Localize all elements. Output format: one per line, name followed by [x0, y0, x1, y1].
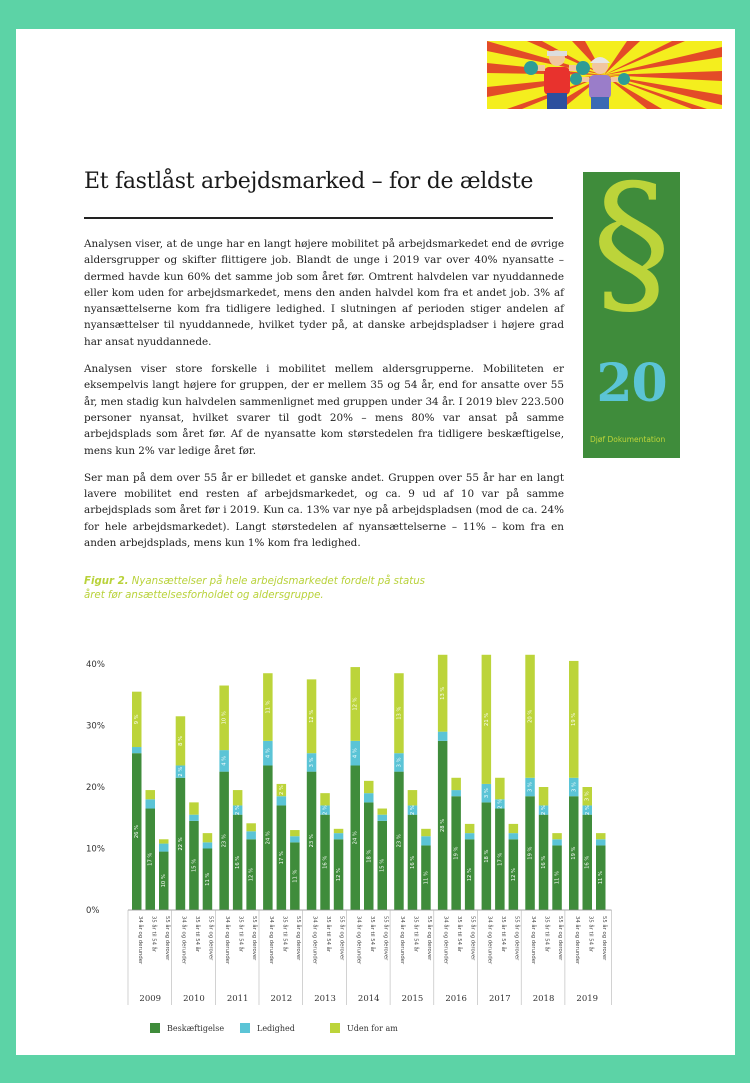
figure-caption-line-2: året før ansættelsesforholdet og aldersgruppe.	[84, 590, 324, 601]
x-category-label: 34 år og derunder	[573, 916, 580, 965]
year-label: 2015	[401, 994, 424, 1004]
bar-data-label: 12 %	[510, 868, 517, 882]
bar-uden-for-am	[552, 833, 562, 839]
bar-data-label: 16 %	[322, 855, 329, 869]
x-category-label: 35 år til 54 år	[412, 916, 419, 953]
paragraph-symbol: §	[592, 151, 671, 335]
legend-label: Uden for am	[347, 1024, 398, 1033]
bar-data-label: 19 %	[527, 846, 534, 860]
bar-data-label: 26 %	[134, 824, 141, 839]
bar-data-label: 11 %	[265, 700, 272, 714]
bar-data-label: 19 %	[571, 846, 578, 860]
article-title: Et fastlåst arbejdsmarked – for de ældste	[84, 169, 534, 194]
year-label: 2018	[532, 994, 555, 1004]
bar-data-label: 17 %	[497, 852, 504, 866]
bar-ledighed	[246, 831, 256, 839]
x-category-label: 34 år og derunder	[355, 916, 362, 965]
bar-uden-for-am	[378, 809, 388, 815]
bar-data-label: 24 %	[352, 831, 359, 845]
x-category-label: 55 år og derover	[600, 916, 607, 961]
bar-data-label: 22 %	[177, 837, 184, 851]
bar-data-label: 10 %	[161, 874, 168, 888]
bar-data-label: 17 %	[147, 852, 154, 866]
bar-data-label: 19 %	[453, 846, 460, 860]
year-label: 2012	[270, 994, 293, 1004]
bar-data-label: 2 %	[235, 805, 242, 816]
bar-data-label: 13 %	[440, 686, 447, 700]
x-category-label: 35 år til 54 år	[281, 916, 288, 953]
bar-data-label: 16 %	[409, 855, 416, 869]
article-body	[84, 236, 564, 562]
stacked-bar-chart	[76, 626, 607, 1046]
bar-uden-for-am	[334, 829, 344, 833]
x-category-label: 55 år og derover	[207, 916, 214, 961]
bar-uden-for-am	[159, 839, 169, 843]
legend-label: Beskæftigelse	[167, 1024, 225, 1033]
bar-ledighed	[290, 836, 300, 842]
legend-label: Ledighed	[257, 1024, 295, 1033]
bar-data-label: 3 %	[571, 782, 578, 792]
bar-ledighed	[451, 790, 461, 796]
bar-uden-for-am	[451, 778, 461, 790]
bar-data-label: 2 %	[322, 805, 329, 816]
bar-uden-for-am	[320, 793, 330, 805]
x-category-label: 35 år til 54 år	[456, 916, 463, 953]
bar-data-label: 3 %	[483, 788, 490, 799]
bar-data-label: 15 %	[191, 858, 198, 873]
year-label: 2014	[357, 994, 380, 1004]
bar-data-label: 2 %	[278, 785, 285, 796]
bar-data-label: 11 %	[204, 872, 211, 886]
x-category-label: 34 år og derunder	[136, 916, 143, 965]
bar-data-label: 11 %	[598, 871, 605, 885]
x-category-label: 55 år og derover	[513, 916, 520, 961]
bar-ledighed	[146, 799, 156, 808]
x-category-label: 34 år og derunder	[311, 916, 318, 965]
bar-data-label: 16 %	[235, 855, 242, 869]
bar-data-label: 4 %	[221, 755, 228, 766]
chart-canvas	[76, 626, 607, 1046]
bar-data-label: 10 %	[221, 711, 228, 725]
body-paragraph-2: Analysen viser store forskelle i mobilitet mellem aldersgrupperne. Mobiliteten er eksempelvis langt højere for gruppen, der er mellem 35 og 54 år, end for ansatte over 55 år, men stadig kun halvdelen sammenlignet med gruppen under 34 år. I 2019 blev 223.500 personer nyansat, hvilket svarer til godt 20% – mens 80% var ansat på samme arbejdsplads som året før. Af de nyansatte kom størstedelen fra tidligere beskæftigelse, mens kun 2% var ledige året før.	[84, 363, 565, 457]
bar-data-label: 2 %	[177, 766, 184, 777]
bar-uden-for-am	[290, 830, 300, 836]
bar-data-label: 12 %	[309, 709, 316, 723]
x-category-label: 35 år til 54 år	[543, 916, 550, 953]
legend-swatch	[240, 1023, 250, 1033]
figure-caption	[84, 575, 484, 603]
bar-data-label: 13 %	[396, 706, 403, 720]
bar-ledighed	[364, 793, 374, 802]
bar-data-label: 12 %	[336, 868, 343, 882]
y-tick-label: 20%	[86, 783, 105, 793]
year-label: 2013	[314, 994, 336, 1004]
bar-data-label: 11 %	[292, 869, 299, 883]
bar-uden-for-am	[189, 802, 199, 814]
series-badge	[583, 151, 680, 458]
bar-uden-for-am	[146, 790, 156, 799]
bar-data-label: 2 %	[497, 798, 504, 809]
y-tick-label: 10%	[86, 844, 105, 855]
bar-data-label: 19 %	[571, 712, 578, 726]
legend-swatch	[330, 1023, 340, 1033]
legend-swatch	[150, 1023, 160, 1033]
bar-ledighed	[552, 839, 562, 845]
x-category-label: 35 år til 54 år	[325, 916, 332, 953]
bar-data-label: 23 %	[221, 834, 228, 848]
x-category-label: 34 år og derunder	[530, 916, 537, 965]
bar-data-label: 8 %	[177, 735, 184, 746]
x-category-label: 55 år og derover	[469, 916, 476, 961]
bar-ledighed	[378, 815, 388, 821]
bar-data-label: 21 %	[483, 712, 490, 726]
document-page	[16, 29, 735, 1055]
x-category-label: 34 år og derunder	[180, 916, 187, 965]
x-category-label: 35 år til 54 år	[150, 916, 157, 953]
bar-ledighed	[159, 844, 169, 852]
year-label: 2011	[226, 994, 249, 1004]
x-category-label: 35 år til 54 år	[587, 916, 594, 953]
bar-ledighed	[465, 833, 475, 839]
title-divider	[84, 217, 553, 219]
bar-uden-for-am	[596, 833, 606, 839]
x-category-label: 55 år og derover	[425, 916, 432, 961]
badge-number: 20	[596, 353, 667, 414]
x-category-label: 55 år og derover	[557, 916, 564, 961]
bar-ledighed	[509, 833, 518, 839]
body-paragraph-1: Analysen viser, at de unge har en langt højere mobilitet på arbejdsmarkedet end de øvrige aldersgrupper og skifter flittigere job. Blandt de unge i 2019 var over 40% nyansatte – dermed havde kun 60% det samme job som året før. Omtrent halvdelen var nyuddannede eller kom uden for arbejdsmarkedet, mens den anden halvdel kom fra et andet job. 3% af nyansættelserne kom fra tidligere ledighed. I slutningen af perioden stiger andelen af nyansættelser til nyuddannede, hvilket tyder på, at danske arbejdspladser i højere grad har ansat nyuddannede.	[84, 238, 564, 348]
bar-data-label: 23 %	[396, 834, 403, 848]
year-label: 2016	[445, 994, 467, 1004]
bar-uden-for-am	[408, 790, 418, 805]
bar-data-label: 18 %	[366, 849, 373, 863]
x-category-label: 34 år og derunder	[486, 916, 493, 965]
x-category-label: 34 år og derunder	[224, 916, 231, 965]
bar-ledighed	[334, 833, 344, 839]
bar-data-label: 3 %	[309, 757, 316, 768]
bar-uden-for-am	[539, 787, 549, 805]
y-tick-label: 40%	[86, 660, 105, 670]
x-category-label: 35 år til 54 år	[237, 916, 244, 953]
bar-data-label: 3 %	[396, 757, 403, 768]
bar-data-label: 24 %	[265, 831, 272, 845]
bar-data-label: 12 %	[248, 868, 255, 882]
figure-caption-line-1: Nyansættelser på hele arbejdsmarkedet fordelt på status	[131, 576, 425, 587]
x-category-label: 35 år til 54 år	[193, 916, 200, 953]
bar-data-label: 2 %	[541, 805, 548, 816]
x-category-label: 55 år og derover	[338, 916, 345, 961]
bar-data-label: 3 %	[584, 791, 591, 802]
bar-data-label: 2 %	[584, 805, 591, 816]
bar-data-label: 20 %	[527, 709, 534, 723]
bar-data-label: 9 %	[134, 714, 141, 725]
x-category-label: 35 år til 54 år	[368, 916, 375, 953]
y-tick-label: 30%	[86, 721, 105, 732]
bar-data-label: 28 %	[440, 818, 447, 833]
bar-data-label: 4 %	[352, 748, 359, 759]
bar-ledighed	[132, 747, 142, 753]
badge-brand: Djøf Dokumentation	[590, 435, 666, 444]
bar-ledighed	[203, 842, 213, 848]
bar-data-label: 2 %	[409, 805, 416, 816]
bar-uden-for-am	[495, 778, 505, 800]
body-paragraph-3: Ser man på dem over 55 år er billedet et ganske andet. Gruppen over 55 år har en langt lavere mobilitet end resten af arbejdsmarkedet, og ca. 9 ud af 10 var på samme arbejdsplads som året før i 2019. Kun ca. 13% var nye på arbejdspladsen (mod de ca. 24% for hele arbejdsmarkedet). Langt størstedelen af nyansættelserne – 11% – kom fra en anden arbejdsplads, mens kun 1% kom fra ledighed.	[84, 471, 564, 550]
x-category-label: 55 år og derover	[251, 916, 258, 961]
bar-uden-for-am	[233, 790, 243, 805]
x-category-label: 34 år og derunder	[398, 916, 405, 965]
year-label: 2017	[489, 994, 511, 1004]
x-category-label: 55 år og derover	[382, 916, 389, 961]
x-category-label: 55 år og derover	[163, 916, 170, 961]
bar-uden-for-am	[421, 829, 431, 836]
bar-uden-for-am	[364, 781, 374, 793]
bar-data-label: 12 %	[467, 868, 474, 882]
bar-data-label: 16 %	[584, 855, 591, 869]
bar-uden-for-am	[203, 833, 213, 842]
bar-data-label: 12 %	[352, 697, 359, 711]
y-tick-label: 0%	[86, 906, 100, 916]
bar-data-label: 18 %	[483, 849, 490, 863]
bar-ledighed	[277, 796, 287, 805]
x-category-label: 55 år og derover	[294, 916, 301, 961]
bar-data-label: 11 %	[554, 871, 561, 885]
bar-data-label: 11 %	[423, 871, 430, 885]
bar-ledighed	[421, 836, 431, 845]
year-label: 2019	[576, 994, 599, 1004]
x-category-label: 35 år til 54 år	[499, 916, 506, 953]
bar-data-label: 17 %	[278, 851, 285, 865]
year-label: 2009	[139, 994, 162, 1004]
bar-data-label: 23 %	[309, 834, 316, 848]
bar-ledighed	[189, 815, 199, 821]
bar-uden-for-am	[465, 824, 475, 833]
bar-data-label: 3 %	[527, 782, 534, 792]
bar-ledighed	[438, 732, 448, 741]
bar-uden-for-am	[246, 823, 256, 831]
bar-ledighed	[596, 839, 606, 845]
bar-data-label: 4 %	[265, 748, 272, 759]
x-category-label: 34 år og derunder	[267, 916, 274, 965]
figure-label: Figur 2.	[84, 576, 129, 587]
bar-data-label: 16 %	[541, 855, 548, 869]
header-banner-illustration	[487, 41, 722, 109]
x-category-label: 34 år og derunder	[442, 916, 449, 965]
bar-uden-for-am	[509, 824, 518, 833]
bar-data-label: 15 %	[379, 858, 386, 873]
year-label: 2010	[183, 994, 205, 1004]
